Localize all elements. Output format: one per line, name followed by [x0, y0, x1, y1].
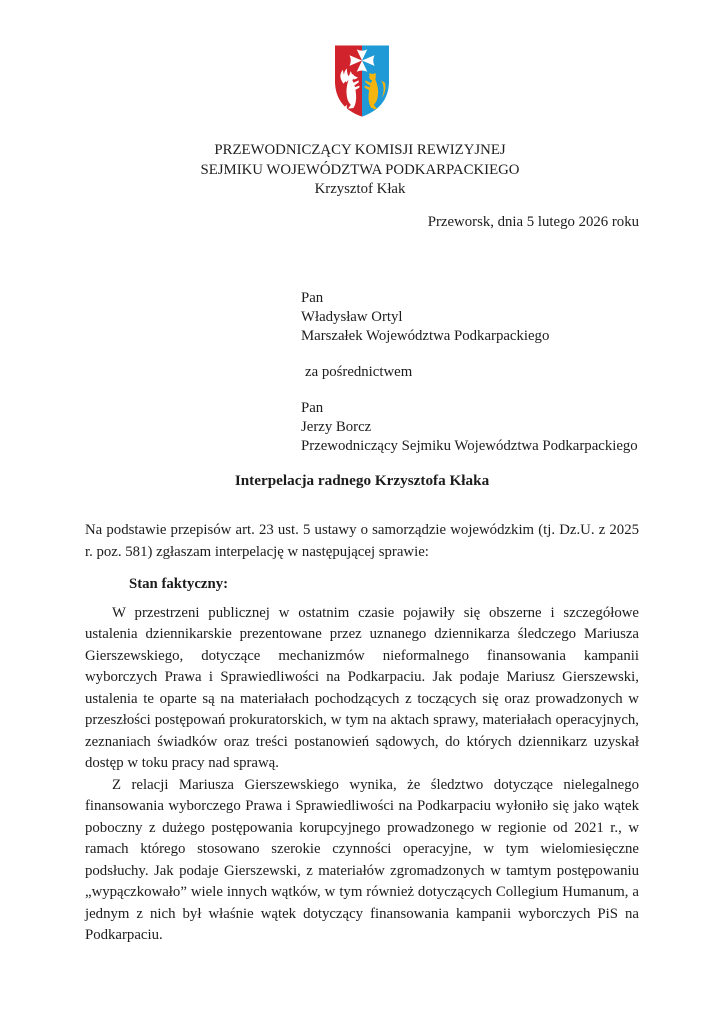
section-heading: Stan faktyczny: — [129, 576, 229, 592]
addressee-salutation-2: Pan — [301, 400, 324, 416]
sender-header — [60, 141, 660, 200]
body-paragraph-2: Z relacji Mariusza Gierszewskiego wynika, że śledztwo dotyczące nielegalnego finansowania wyborczego Prawa i Sprawiedliwości na Podkarpaciu wyłoniło się jako wątek poboczny z dużego postępowania korupcyjnego prowadzonego w regionie od 2021 r., w ramach którego stosowano szerokie czynności operacyjne, w tym wielomiesięczne podsłuchy. Jak podaje Gierszewski, z materiałów zgromadzonych w tamtym postępowaniu „wypączkowało” wiele innych wątków, w tym również dotyczących Collegium Humanum, a jednym z nich był właśnie wątek dotyczący finansowania kampanii wyborczych PiS na Podkarpaciu. — [85, 776, 639, 943]
opening-paragraph: Na podstawie przepisów art. 23 ust. 5 ustawy o samorządzie wojewódzkim (tj. Dz.U. z 2025 r. poz. 581) zgłaszam interpelację w następującej sprawie: — [85, 522, 639, 560]
addressee-block — [301, 289, 638, 456]
sender-office-line-2: SEJMIKU WOJEWÓDZTWA PODKARPACKIEGO — [200, 161, 520, 178]
body-paragraph-1: W przestrzeni publicznej w ostatnim czasie pojawiły się obszerne i szczegółowe ustalenia dziennikarskie prezentowane przez uznanego dziennikarza śledczego Mariusza Gierszewskiego, dotyczące mechanizmów nieformalnego finansowania kampanii wyborczych Prawa i Sprawiedliwości na Podkarpaciu. Jak podaje Mariusz Gierszewski, ustalenia te oparte są na materiałach pochodzących z toczących się oraz prowadzonych w przeszłości postępowań prokuratorskich, w tym na aktach sprawy, materiałach operacyjnych, zeznaniach świadków oraz treści postanowień sądowych, do których dziennikarz uzyskał dostęp w toku pracy nad sprawą. — [85, 604, 639, 771]
podkarpackie-coat-of-arms-icon — [329, 42, 395, 120]
coat-of-arms-container — [0, 42, 724, 120]
addressee-title-1: Marszałek Województwa Podkarpackiego — [301, 328, 550, 344]
via-line: za pośrednictwem — [305, 364, 413, 380]
document-title: Interpelacja radnego Krzysztofa Kłaka — [234, 472, 490, 489]
addressee-name-2: Jerzy Borcz — [301, 419, 372, 435]
date-line: Przeworsk, dnia 5 lutego 2026 roku — [427, 214, 639, 230]
addressee-title-2: Przewodniczący Sejmiku Województwa Podkarpackiego — [301, 438, 638, 454]
addressee-salutation-1: Pan — [301, 290, 324, 306]
addressee-name-1: Władysław Ortyl — [301, 309, 403, 325]
sender-name: Krzysztof Kłak — [314, 181, 406, 197]
sender-office-line-1: PRZEWODNICZĄCY KOMISJI REWIZYJNEJ — [214, 142, 506, 158]
document-body — [85, 520, 639, 947]
